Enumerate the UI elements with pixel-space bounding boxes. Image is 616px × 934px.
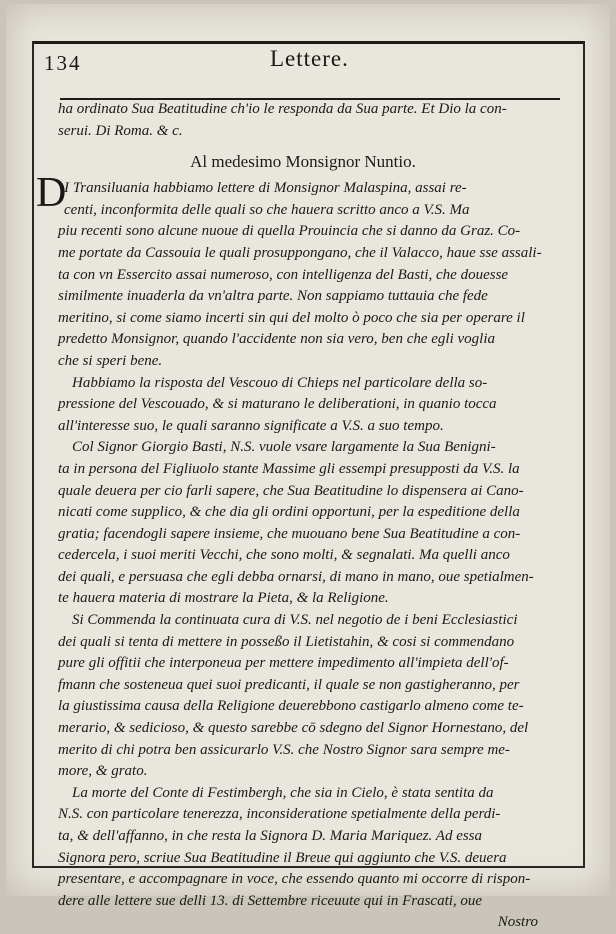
text-line: meritino, si come siamo incerti sin qui del molto ò poco che sia per operare il: [58, 309, 525, 326]
text-line: fmann che sosteneua quei suoi predicanti, il quale se non gastigheranno, per: [58, 676, 520, 693]
text-line: nicati come supplico, & che dia gli ordini opportuni, per la espeditione della: [58, 504, 520, 521]
letter-text-block: [36, 99, 578, 934]
text-line: presentare, e accompagnare in voce, che essendo quanto mi occorre di rispon-: [58, 871, 531, 888]
text-line: La morte del Conte di Festimbergh, che sia in Cielo, è stata sentita da: [72, 784, 494, 801]
text-line: I Transiluania habbiamo lettere di Monsignor Malaspina, assai re-: [64, 180, 467, 197]
text-line: ta con vn Essercito assai numeroso, con intelligenza del Basti, che douesse: [58, 266, 509, 283]
text-line: te hauera materia di mostrare la Pieta, & la Religione.: [58, 590, 389, 607]
text-line: predetto Monsignor, quando l'accidente non sia vero, ben che egli voglia: [58, 331, 496, 348]
catchword: Nostro: [497, 914, 538, 931]
text-line: dei quali si tenta di mettere in posseßo il Lietistahin, & cosi si commendano: [58, 633, 515, 650]
text-line: ha ordinato Sua Beatitudine ch'io le responda da Sua parte. Et Dio la con-: [58, 101, 507, 117]
text-line: dere alle lettere sue delli 13. di Settembre riceuute qui in Frascati, oue: [58, 892, 483, 909]
page-number: 134: [44, 51, 82, 75]
letter-heading: Al medesimo Monsignor Nuntio.: [190, 152, 416, 172]
text-line: serui. Di Roma. & c.: [58, 122, 183, 139]
text-line: cedercela, i suoi meriti Vecchi, che sono molti, & segnalati. Ma quelli anco: [58, 547, 510, 564]
text-line: quale deuera per cio farli sapere, che Sua Beatitudine lo dispensera ai Cano-: [58, 482, 524, 499]
frame-right-border: [583, 41, 585, 867]
text-line: la giustissima causa della Religione deuerebbono castigarlo almeno come te-: [58, 698, 524, 715]
frame-left-border: [32, 41, 34, 867]
text-line: ta, & dell'affanno, in che resta la Signora D. Maria Mariquez. Ad essa: [58, 828, 483, 844]
drop-cap: D: [36, 170, 67, 217]
text-line: che si speri bene.: [58, 352, 163, 369]
text-line: me portate da Cassouia le quali prosuppongano, che il Valacco, haue sse assali-: [58, 244, 542, 261]
frame-top-border: [34, 41, 584, 44]
text-line: piu recenti sono alcune nuoue di quella Prouincia che si danno da Graz. Co-: [58, 223, 521, 240]
text-line: centi, inconformita delle quali so che hauera scritto anco a V.S. Ma: [64, 201, 470, 218]
text-line: similmente inuaderla da vn'altra parte. Non sappiamo tuttauia che fede: [58, 288, 488, 305]
text-line: Si Commenda la continuata cura di V.S. nel negotio de i beni Ecclesiastici: [72, 612, 518, 629]
text-line: Col Signor Giorgio Basti, N.S. vuole vsare largamente la Sua Benigni-: [72, 439, 496, 456]
text-line: dei quali, e persuasa che egli debba ornarsi, di mano in mano, oue spetialmen-: [58, 568, 534, 585]
running-head: Lettere.: [270, 46, 349, 71]
text-line: Signora pero, scriue Sua Beatitudine il Breue qui aggiunto che V.S. deuera: [58, 849, 507, 866]
text-line: all'interesse suo, le quali saranno significate a V.S. a suo tempo.: [58, 417, 444, 434]
text-line: Habbiamo la risposta del Vescouo di Chieps nel particolare della so-: [72, 374, 488, 391]
text-line: merito di chi potra ben assicurarlo V.S. che Nostro Signor sara sempre me-: [58, 741, 510, 758]
text-line: gratia; facendogli sapere insieme, che muouano bene Sua Beatitudine a con-: [58, 525, 521, 542]
text-line: pure gli offitii che interponeua per mettere impedimento all'impieta dell'of-: [58, 655, 509, 672]
text-line: pressione del Vescouado, & si maturano le deliberationi, in quanio tocca: [58, 396, 497, 413]
text-line: more, & grato.: [58, 763, 148, 780]
text-line: merario, & sedicioso, & questo sarebbe cō sdegno del Signor Hornestano, del: [58, 720, 529, 737]
text-line: N.S. con particolare tenerezza, inconsideratione spetialmente della perdi-: [58, 806, 501, 823]
text-line: ta in persona del Figliuolo stante Massime gli essempi presupposti da V.S. la: [58, 460, 520, 477]
